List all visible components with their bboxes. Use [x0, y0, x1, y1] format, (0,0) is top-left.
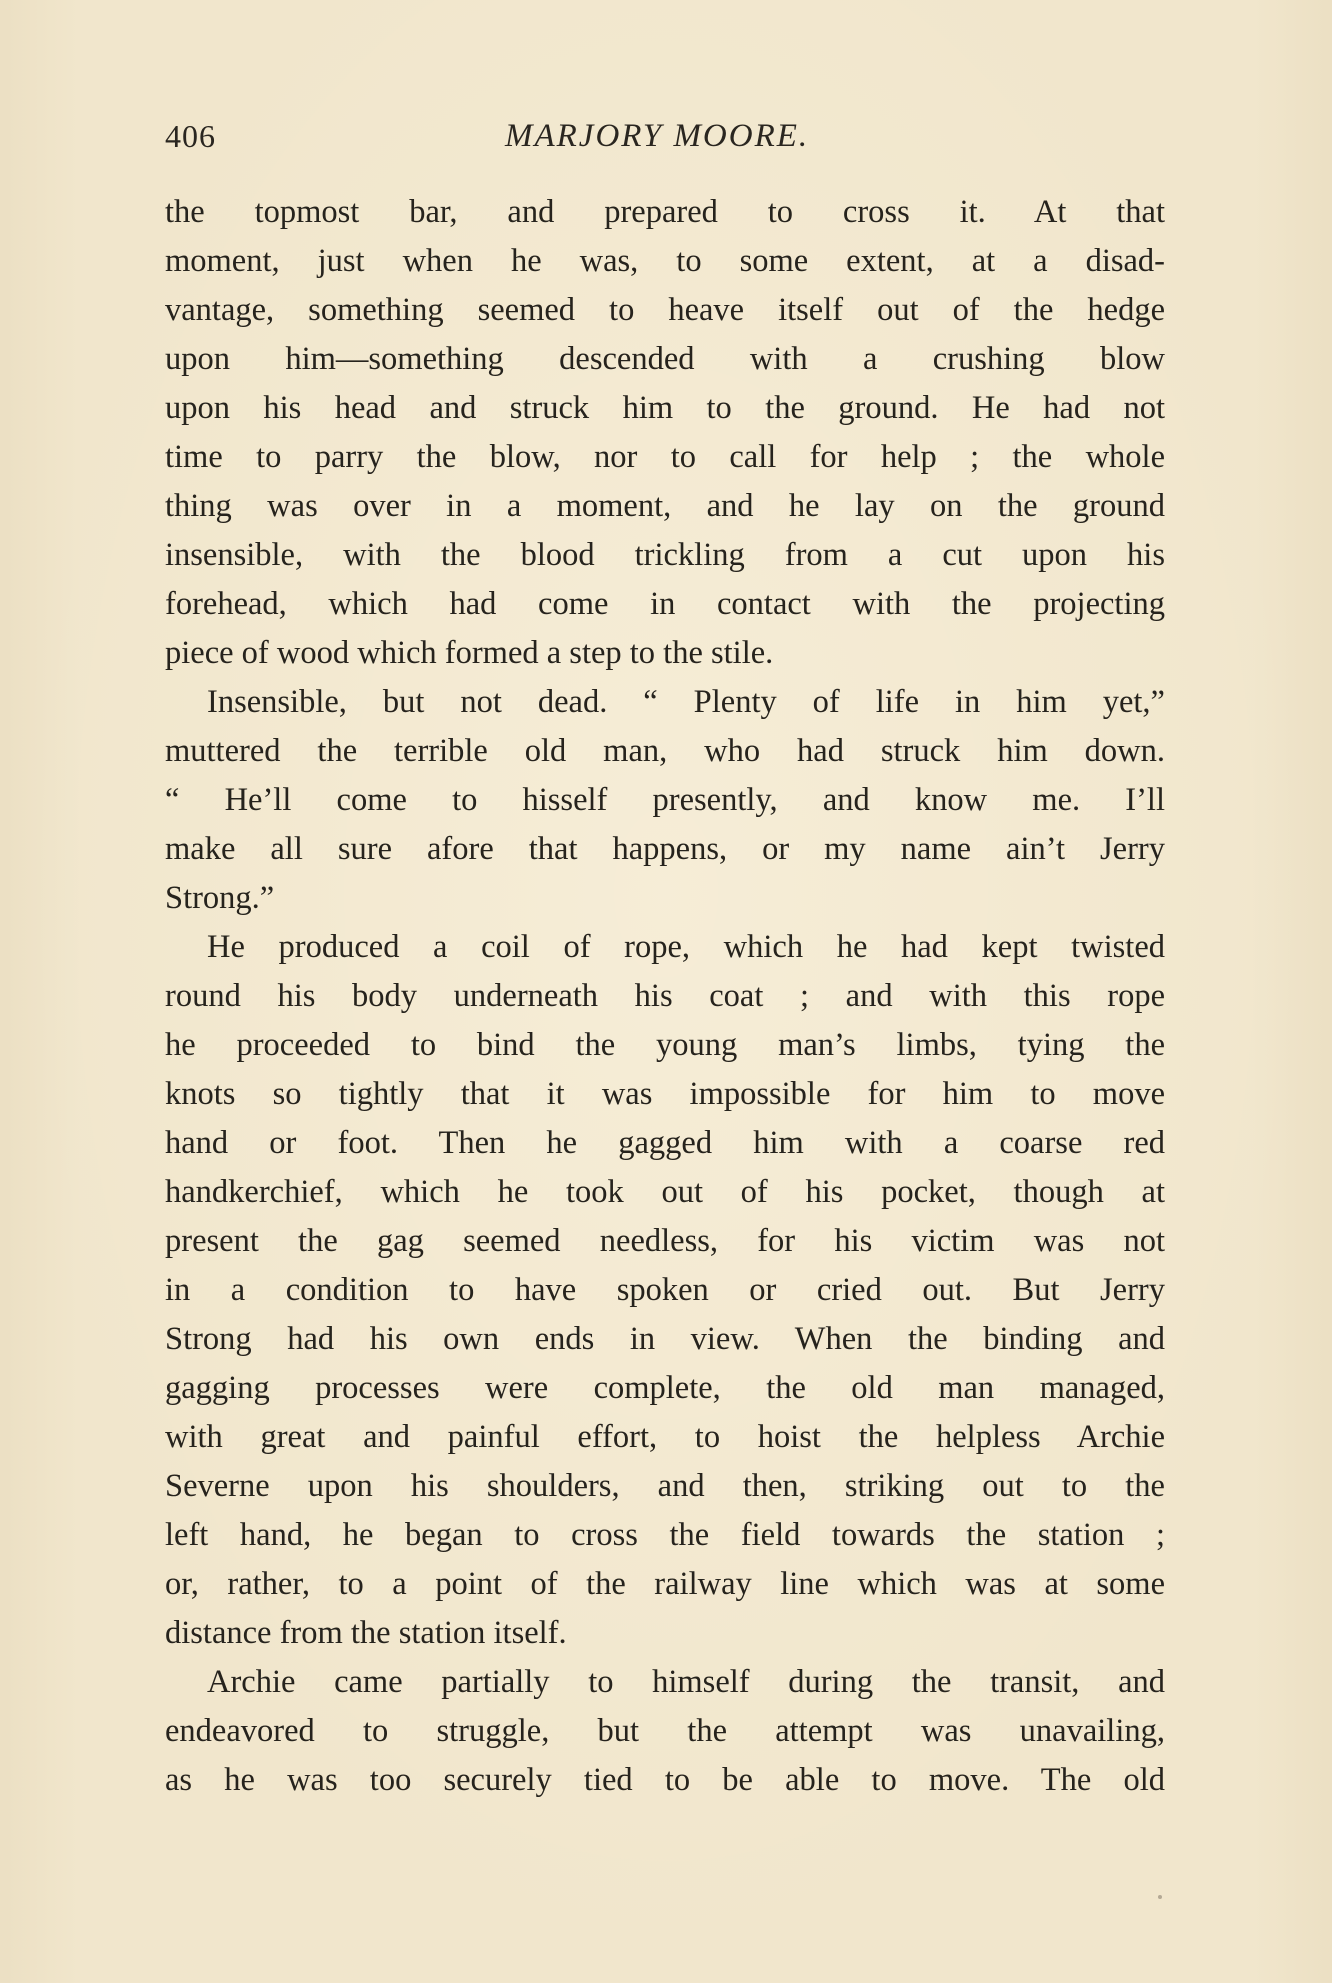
text-line: insensible, with the blood trickling from a cut upon his	[165, 537, 1165, 573]
text-line: present the gag seemed needless, for his victim was not	[165, 1223, 1165, 1259]
text-line: he proceeded to bind the young man’s limbs, tying the	[165, 1027, 1165, 1063]
text-line: gagging processes were complete, the old man managed,	[165, 1370, 1165, 1406]
paragraph-4	[165, 1658, 1165, 1805]
text-line: in a condition to have spoken or cried out. But Jerry	[165, 1272, 1165, 1308]
text-line: Severne upon his shoulders, and then, striking out to the	[165, 1468, 1165, 1504]
text-line: round his body underneath his coat ; and with this rope	[165, 978, 1165, 1014]
text-line: handkerchief, which he took out of his pocket, though at	[165, 1174, 1165, 1210]
text-line: “ He’ll come to hisself presently, and know me. I’ll	[165, 782, 1165, 818]
text-line: with great and painful effort, to hoist the helpless Archie	[165, 1419, 1165, 1455]
text-line: piece of wood which formed a step to the stile.	[165, 635, 774, 671]
text-line: left hand, he began to cross the field towards the station ;	[165, 1517, 1165, 1553]
text-line: hand or foot. Then he gagged him with a coarse red	[165, 1125, 1165, 1161]
text-line: Strong had his own ends in view. When the binding and	[165, 1321, 1165, 1357]
text-line: moment, just when he was, to some extent, at a disad-	[165, 243, 1165, 279]
text-line: He produced a coil of rope, which he had kept twisted	[207, 929, 1165, 965]
text-line: thing was over in a moment, and he lay on the ground	[165, 488, 1165, 524]
running-title: MARJORY MOORE.	[505, 118, 810, 154]
text-line: or, rather, to a point of the railway line which was at some	[165, 1566, 1165, 1602]
paper-speck	[1158, 1895, 1162, 1899]
running-head	[165, 118, 1165, 168]
text-line: upon his head and struck him to the ground. He had not	[165, 390, 1165, 426]
body-text	[165, 188, 1165, 1805]
text-line: make all sure afore that happens, or my name ain’t Jerry	[165, 831, 1165, 867]
text-line: upon him—something descended with a crushing blow	[165, 341, 1165, 377]
text-line: Archie came partially to himself during the transit, and	[207, 1664, 1165, 1700]
text-line: muttered the terrible old man, who had struck him down.	[165, 733, 1165, 769]
paragraph-3	[165, 923, 1165, 1658]
text-line: as he was too securely tied to be able to move. The old	[165, 1762, 1165, 1798]
text-line: knots so tightly that it was impossible for him to move	[165, 1076, 1165, 1112]
text-line: time to parry the blow, nor to call for help ; the whole	[165, 439, 1165, 475]
text-line: distance from the station itself.	[165, 1615, 567, 1651]
text-line: vantage, something seemed to heave itself out of the hedge	[165, 292, 1165, 328]
paragraph-2	[165, 678, 1165, 923]
page-number: 406	[165, 118, 216, 154]
text-line: the topmost bar, and prepared to cross it. At that	[165, 194, 1165, 230]
text-line: endeavored to struggle, but the attempt was unavailing,	[165, 1713, 1165, 1749]
paragraph-1	[165, 188, 1165, 678]
text-line: Insensible, but not dead. “ Plenty of life in him yet,”	[207, 684, 1165, 720]
text-line: forehead, which had come in contact with the projecting	[165, 586, 1165, 622]
text-line: Strong.”	[165, 880, 275, 916]
